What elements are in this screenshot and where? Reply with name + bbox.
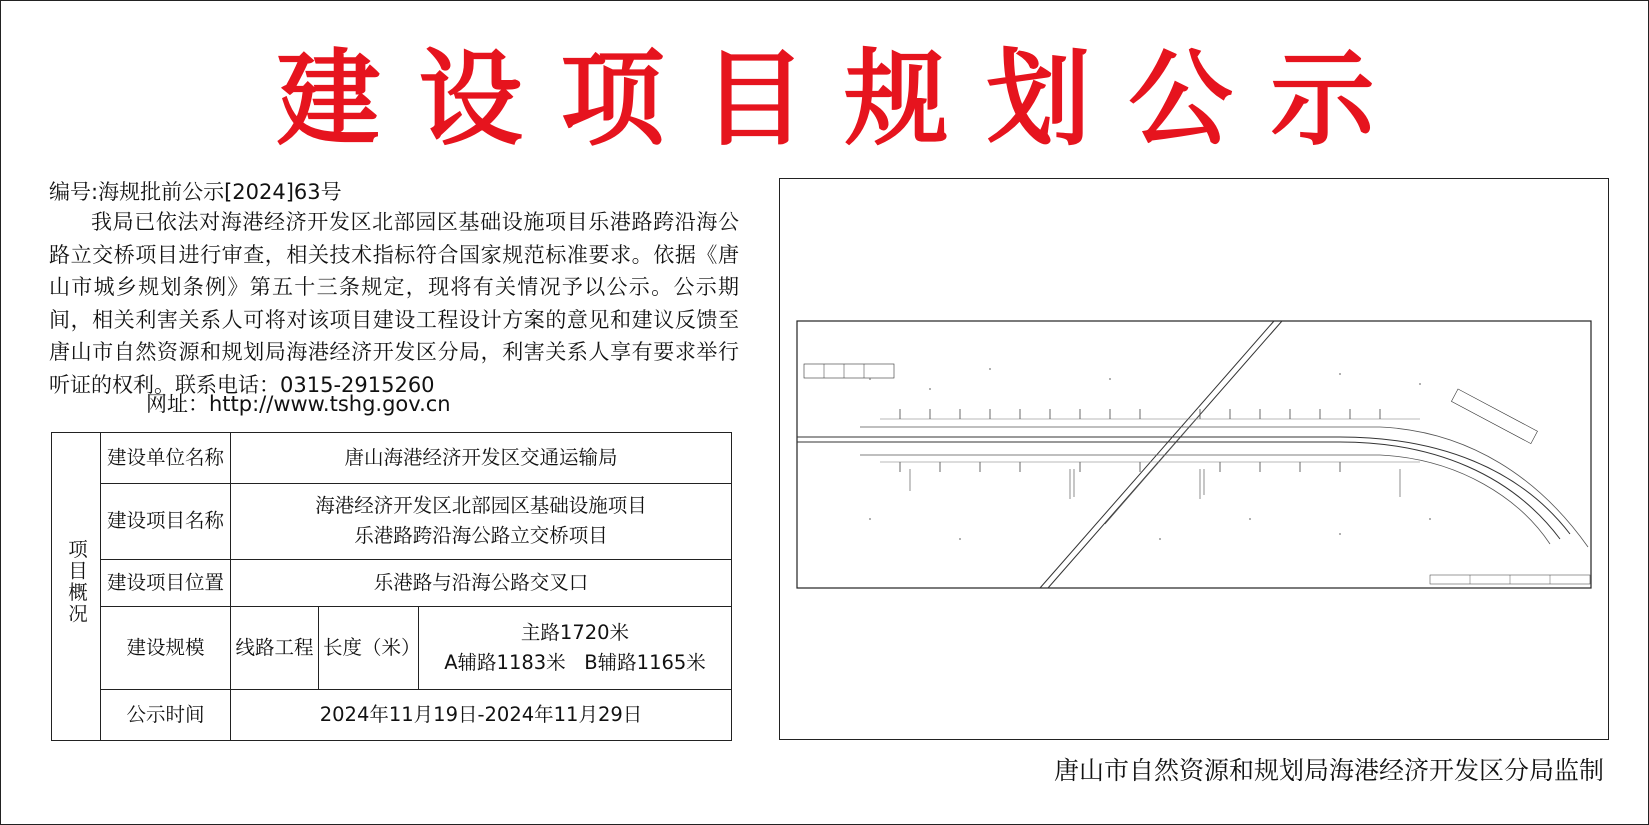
legend-table xyxy=(804,364,894,378)
period-value: 2024年11月19日-2024年11月29日 xyxy=(231,690,732,741)
project-name-value xyxy=(231,483,732,559)
table-row xyxy=(52,607,732,690)
notice-title: 建设项目规划公示 xyxy=(276,38,1413,160)
project-name-line2: 乐港路跨沿海公路立交桥项目 xyxy=(354,524,608,548)
site-plan-frame xyxy=(779,178,1609,740)
table-row xyxy=(52,433,732,484)
notice-body-text: 我局已依法对海港经济开发区北部园区基础设施项目乐港路跨沿海公路立交桥项目进行审查，相关技术指标符合国家规范标准要求。依据《唐山市城乡规划条例》第五十三条规定，现将有关情况予以公示。公示期间，相关利害关系人可将对该项目建设工程设计方案的意见和建议反馈至唐山市自然资源和规划局海港经济开发区分局，利害关系人享有要求举行听证的权利。联系电话：0315-2915260 xyxy=(49,210,739,397)
aux-b-length: B辅路1165米 xyxy=(584,651,706,675)
aux-road-lengths xyxy=(423,648,727,678)
length-values xyxy=(419,607,732,690)
crossing-road-edge-1 xyxy=(1040,321,1274,588)
site-plan-drawing xyxy=(780,179,1608,739)
construction-unit-value: 唐山海港经济开发区交通运输局 xyxy=(231,433,732,484)
aux-a-length: A辅路1183米 xyxy=(444,651,566,675)
table-row xyxy=(52,483,732,559)
website-line: 网址：http://www.tshg.gov.cn xyxy=(146,392,451,416)
project-name-label: 建设项目名称 xyxy=(101,483,231,559)
location-label: 建设项目位置 xyxy=(101,559,231,607)
period-label: 公示时间 xyxy=(101,690,231,741)
curve-annotation-box xyxy=(1451,389,1537,444)
scale-type: 线路工程 xyxy=(231,607,319,690)
crossing-road-ramp xyxy=(1105,409,1205,524)
annotation-blocks xyxy=(910,469,1400,499)
table-row xyxy=(52,559,732,607)
main-road-curve-1 xyxy=(1340,437,1570,534)
construction-unit-label: 建设单位名称 xyxy=(101,433,231,484)
project-info-table xyxy=(51,432,732,741)
scale-label: 建设规模 xyxy=(101,607,231,690)
main-road-curve-2 xyxy=(1340,442,1560,539)
survey-marks xyxy=(869,368,1431,540)
drawing-border xyxy=(797,321,1591,588)
length-label: 长度（米） xyxy=(319,607,419,690)
project-name-line1: 海港经济开发区北部园区基础设施项目 xyxy=(315,494,647,518)
project-overview-label: 项目概况 xyxy=(52,433,101,741)
table-row xyxy=(52,690,732,741)
station-ticks xyxy=(900,409,1380,472)
aux-road-curve-a xyxy=(1380,427,1588,547)
location-value: 乐港路与沿海公路交叉口 xyxy=(231,559,732,607)
aux-road-curve-b xyxy=(1380,455,1550,544)
document-number: 编号:海规批前公示[2024]63号 xyxy=(49,180,342,204)
supervisor-footer: 唐山市自然资源和规划局海港经济开发区分局监制 xyxy=(1053,756,1604,785)
main-road-length: 主路1720米 xyxy=(520,621,630,645)
